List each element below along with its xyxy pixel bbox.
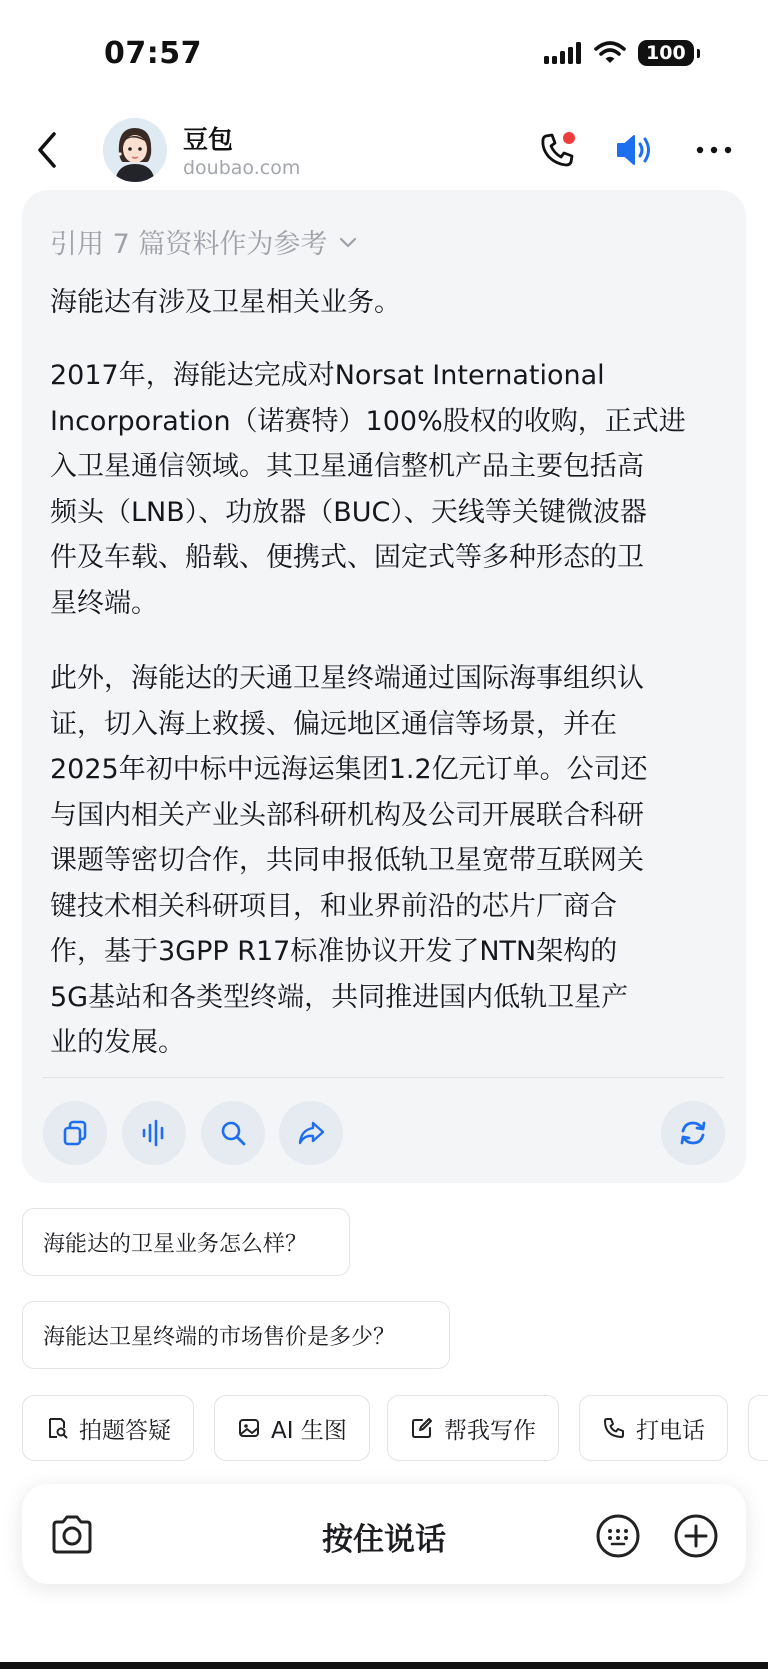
paragraph-line: 作，基于3GPP R17标准协议开发了NTN架构的 (50, 936, 618, 967)
paragraph-line: 入卫星通信领域。其卫星通信整机产品主要包括高 (50, 451, 644, 482)
paragraph-line: Incorporation（诺赛特）100%股权的收购，正式进 (50, 405, 686, 437)
bot-domain: doubao.com (183, 157, 301, 179)
copy-icon (60, 1118, 90, 1148)
tool-chip-more[interactable] (748, 1395, 768, 1461)
paragraph-line: 课题等密切合作，共同申报低轨卫星宽带互联网关 (50, 845, 644, 876)
tool-chip-ai-image[interactable] (214, 1395, 370, 1461)
hold-to-talk-button[interactable]: 按住说话 (322, 1522, 446, 1558)
refresh-icon (677, 1117, 709, 1149)
paragraph-line: 与国内相关产业头部科研机构及公司开展联合科研 (50, 799, 644, 831)
paragraph-line: 件及车载、船载、便携式、固定式等多种形态的卫 (50, 542, 644, 573)
speaker-icon[interactable] (612, 128, 656, 172)
search-icon (218, 1118, 248, 1148)
paragraph-line: 星终端。 (50, 587, 158, 619)
plus-icon[interactable] (672, 1512, 720, 1560)
paragraph-line: 业的发展。 (50, 1027, 185, 1058)
search-button[interactable] (201, 1101, 265, 1165)
tool-chip-phone-call[interactable] (579, 1395, 728, 1461)
wifi-icon (594, 41, 626, 65)
chevron-down-icon (337, 231, 359, 253)
cellular-signal-icon (544, 42, 582, 64)
phone-icon (602, 1416, 626, 1440)
paragraph-line: 此外，海能达的天通卫星终端通过国际海事组织认 (50, 663, 644, 694)
tool-chip-label: 帮我写作 (444, 1417, 536, 1444)
avatar[interactable] (103, 118, 167, 182)
share-icon (296, 1118, 326, 1148)
tool-chip-photo-answer[interactable] (22, 1395, 194, 1461)
status-icons (544, 40, 694, 66)
paragraph-line: 键技术相关科研项目，和业界前沿的芯片厂商合 (50, 890, 617, 922)
references-toggle[interactable] (50, 222, 359, 261)
paragraph-line: 证，切入海上救援、偏远地区通信等场景，并在 (50, 708, 617, 740)
voice-wave-icon (139, 1118, 169, 1148)
paragraph-line: 5G基站和各类型终端，共同推进国内低轨卫星产 (50, 981, 629, 1013)
battery-indicator: 100 (638, 40, 694, 66)
status-time: 07:57 (104, 36, 202, 71)
suggested-question[interactable]: 海能达卫星终端的市场售价是多少？ (22, 1301, 450, 1369)
suggested-question[interactable]: 海能达的卫星业务怎么样？ (22, 1208, 350, 1276)
back-icon[interactable] (28, 126, 68, 174)
answer-paragraph-2 (50, 656, 720, 1066)
answer-paragraph-1 (50, 353, 720, 626)
copy-button[interactable] (43, 1101, 107, 1165)
image-icon (237, 1416, 261, 1440)
read-aloud-button[interactable] (122, 1101, 186, 1165)
avatar-portrait-icon (103, 118, 167, 182)
answer-intro: 海能达有涉及卫星相关业务。 (50, 287, 401, 318)
bottom-edge-bar (0, 1662, 768, 1669)
more-options-icon[interactable] (692, 128, 736, 172)
references-label: 引用 7 篇资料作为参考 (50, 229, 328, 260)
regenerate-button[interactable] (661, 1101, 725, 1165)
tool-chip-label: 打电话 (636, 1417, 705, 1444)
document-search-icon (45, 1416, 69, 1440)
paragraph-line: 2025年初中标中远海运集团1.2亿元订单。公司还 (50, 754, 648, 785)
tool-chip-writing[interactable] (387, 1395, 559, 1461)
bot-name: 豆包 (183, 125, 234, 154)
paragraph-line: 2017年，海能达完成对Norsat International (50, 360, 605, 391)
card-divider (42, 1077, 724, 1078)
phone-call-icon[interactable] (536, 128, 580, 172)
tool-chip-label: 拍题答疑 (79, 1417, 171, 1444)
edit-icon (410, 1416, 434, 1440)
paragraph-line: 频头（LNB）、功放器（BUC）、天线等关键微波器 (50, 496, 647, 528)
tool-chip-label: AI 生图 (271, 1417, 347, 1444)
keyboard-icon[interactable] (594, 1512, 642, 1560)
share-button[interactable] (279, 1101, 343, 1165)
